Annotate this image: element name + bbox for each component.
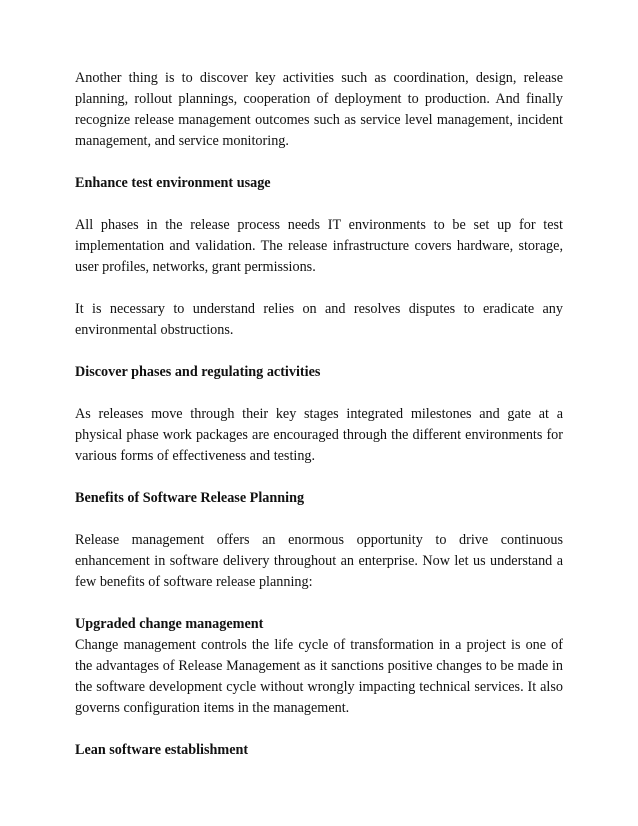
paragraph-environmental-obstructions: It is necessary to understand relies on and resolves disputes to eradicate any environmental obstructions. <box>75 301 563 338</box>
heading-upgraded-change-management: Upgraded change management <box>75 616 264 632</box>
heading-discover-phases: Discover phases and regulating activities <box>75 364 321 380</box>
paragraph-release-management-opportunity: Release management offers an enormous opportunity to drive continuous enhancement in software delivery throughout an enterprise. Now let us understand a few benefits of software release planning: <box>75 532 563 590</box>
paragraph-key-activities: Another thing is to discover key activities such as coordination, design, release planning, rollout plannings, cooperation of deployment to production. And finally recognize release management outcomes such as service level management, incident management, and service monitoring. <box>75 70 563 149</box>
heading-benefits: Benefits of Software Release Planning <box>75 490 305 506</box>
paragraph-release-phases: All phases in the release process needs IT environments to be set up for test implementation and validation. The release infrastructure covers hardware, storage, user profiles, networks, grant permissions. <box>75 217 563 275</box>
paragraph-key-stages: As releases move through their key stages integrated milestones and gate at a physical phase work packages are encouraged through the different environments for various forms of effectiveness and testing. <box>75 406 563 464</box>
heading-lean-software: Lean software establishment <box>75 742 249 758</box>
document-body <box>75 68 563 782</box>
paragraph-change-management: Change management controls the life cycle of transformation in a project is one of the advantages of Release Management as it sanctions positive changes to be made in the software development cycle without wrongly impacting technical services. It also governs configuration items in the management. <box>75 637 563 716</box>
heading-enhance-test-environment: Enhance test environment usage <box>75 175 271 191</box>
